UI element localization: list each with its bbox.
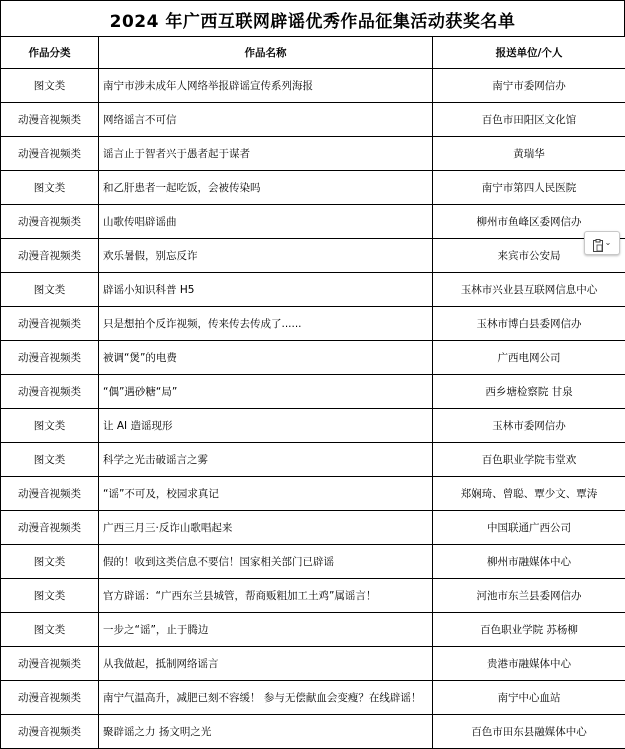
- row-submitter: 柳州市融媒体中心: [433, 545, 625, 579]
- row-work-name: 欢乐暑假，别忘反诈: [99, 239, 433, 273]
- row-work-name: 假的！收到这类信息不要信！国家相关部门已辟谣: [99, 545, 433, 579]
- row-submitter: 百色职业学院韦堂欢: [433, 443, 625, 477]
- row-work-name: 南宁市涉未成年人网络举报辟谣宣传系列海报: [99, 69, 433, 103]
- row-category: 动漫音视频类: [1, 477, 99, 511]
- table-row: [1, 341, 625, 375]
- row-submitter: 河池市东兰县委网信办: [433, 579, 625, 613]
- row-category: 动漫音视频类: [1, 375, 99, 409]
- table-row: [1, 647, 625, 681]
- table-row: [1, 409, 625, 443]
- row-category: 动漫音视频类: [1, 205, 99, 239]
- row-work-name: 科学之光击破谣言之雾: [99, 443, 433, 477]
- award-table: [0, 36, 625, 749]
- row-submitter: 玉林市委网信办: [433, 409, 625, 443]
- header-category: 作品分类: [1, 37, 99, 69]
- row-work-name: 让 AI 造谣现形: [99, 409, 433, 443]
- row-submitter: 百色市田东县融媒体中心: [433, 715, 625, 749]
- row-category: 动漫音视频类: [1, 239, 99, 273]
- row-category: 图文类: [1, 69, 99, 103]
- row-submitter: 广西电网公司: [433, 341, 625, 375]
- chevron-down-icon: ⌄: [604, 238, 612, 247]
- row-work-name: 被调“煲”的电费: [99, 341, 433, 375]
- row-category: 图文类: [1, 613, 99, 647]
- row-category: 图文类: [1, 273, 99, 307]
- table-row: [1, 715, 625, 749]
- table-row: [1, 443, 625, 477]
- row-category: 图文类: [1, 409, 99, 443]
- row-work-name: 山歌传唱辟谣曲: [99, 205, 433, 239]
- row-work-name: “偶”遇砂糖“局”: [99, 375, 433, 409]
- row-submitter: 玉林市博白县委网信办: [433, 307, 625, 341]
- header-submitter: 报送单位/个人: [433, 37, 625, 69]
- paste-options-button[interactable]: [584, 231, 620, 255]
- table-row: [1, 171, 625, 205]
- row-submitter: 南宁市第四人民医院: [433, 171, 625, 205]
- table-body: [1, 69, 625, 749]
- row-work-name: 南宁气温高升，减肥已刻不容缓！ 参与无偿献血会变瘦？在线辟谣！: [99, 681, 433, 715]
- table-row: [1, 239, 625, 273]
- table-row: [1, 375, 625, 409]
- row-submitter: 郑娴琦、曾聪、覃少文、覃涛: [433, 477, 625, 511]
- row-category: 图文类: [1, 443, 99, 477]
- row-category: 图文类: [1, 579, 99, 613]
- row-work-name: “谣”不可及，校园求真记: [99, 477, 433, 511]
- row-work-name: 官方辟谣：“广西东兰县城管，帮商贩粗加工土鸡”属谣言！: [99, 579, 433, 613]
- row-submitter: 百色市田阳区文化馆: [433, 103, 625, 137]
- row-category: 动漫音视频类: [1, 103, 99, 137]
- row-work-name: 谣言止于智者兴于愚者起于谋者: [99, 137, 433, 171]
- row-category: 动漫音视频类: [1, 647, 99, 681]
- row-category: 图文类: [1, 171, 99, 205]
- clipboard-paste-icon: [593, 237, 603, 250]
- row-work-name: 一步之“谣”，止于腾边: [99, 613, 433, 647]
- row-category: 动漫音视频类: [1, 715, 99, 749]
- row-work-name: 和乙肝患者一起吃饭，会被传染吗: [99, 171, 433, 205]
- row-work-name: 网络谣言不可信: [99, 103, 433, 137]
- row-work-name: 广西三月三·反诈山歌唱起来: [99, 511, 433, 545]
- row-category: 动漫音视频类: [1, 137, 99, 171]
- row-submitter: 西乡塘检察院 甘泉: [433, 375, 625, 409]
- row-submitter: 玉林市兴业县互联网信息中心: [433, 273, 625, 307]
- table-row: [1, 273, 625, 307]
- header-work-name: 作品名称: [99, 37, 433, 69]
- table-row: [1, 137, 625, 171]
- row-submitter: 南宁中心血站: [433, 681, 625, 715]
- table-row: [1, 545, 625, 579]
- row-submitter: 黄瑞华: [433, 137, 625, 171]
- row-submitter: 来宾市公安局: [433, 239, 625, 273]
- row-category: 动漫音视频类: [1, 511, 99, 545]
- table-header-row: [1, 37, 625, 69]
- row-category: 动漫音视频类: [1, 341, 99, 375]
- table-row: [1, 307, 625, 341]
- row-submitter: 百色职业学院 苏杨柳: [433, 613, 625, 647]
- table-row: [1, 511, 625, 545]
- row-submitter: 南宁市委网信办: [433, 69, 625, 103]
- row-work-name: 从我做起，抵制网络谣言: [99, 647, 433, 681]
- table-row: [1, 477, 625, 511]
- row-work-name: 聚辟谣之力 扬文明之光: [99, 715, 433, 749]
- document-title: 2024 年广西互联网辟谣优秀作品征集活动获奖名单: [0, 0, 625, 37]
- row-work-name: 只是想拍个反诈视频，传来传去传成了......: [99, 307, 433, 341]
- table-row: [1, 579, 625, 613]
- table-row: [1, 681, 625, 715]
- table-row: [1, 69, 625, 103]
- table-row: [1, 205, 625, 239]
- row-submitter: 贵港市融媒体中心: [433, 647, 625, 681]
- row-category: 图文类: [1, 545, 99, 579]
- row-category: 动漫音视频类: [1, 681, 99, 715]
- row-work-name: 辟谣小知识科普 H5: [99, 273, 433, 307]
- table-row: [1, 103, 625, 137]
- row-submitter: 中国联通广西公司: [433, 511, 625, 545]
- row-category: 动漫音视频类: [1, 307, 99, 341]
- row-submitter: 柳州市鱼峰区委网信办: [433, 205, 625, 239]
- table-row: [1, 613, 625, 647]
